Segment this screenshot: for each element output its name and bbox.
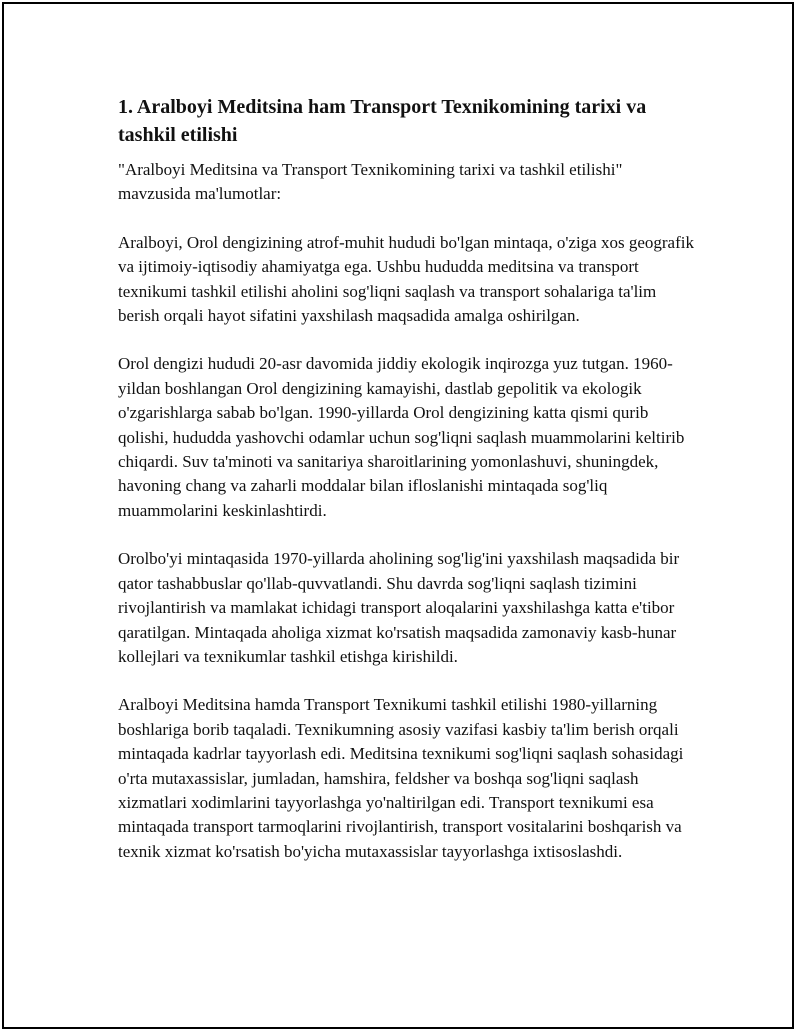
paragraph-ecological-crisis: Orol dengizi hududi 20-asr davomida jiddiy ekologik inqirozga yuz tutgan. 1960-yildan boshlangan Orol dengizining kamayishi, dastlab gepolitik va ekologik o'zgarishlarga sabab bo'lgan. 1990-yillarda Orol dengizining katta qismi qurib qolishi, hududda yashovchi odamlar uchun sog'liqni saqlash muammolarini keltirib chiqardi. Suv ta'minoti va sanitariya sharoitlarining yomonlashuvi, shuningdek, havoning chang va zaharli moddalar bilan ifloslanishi mintaqada sog'liq muammolarini keskinlashtirdi. [118,354,685,520]
intro-paragraph: "Aralboyi Meditsina va Transport Texnikomining tarixi va tashkil etilishi" mavzusida ma'lumotlar: [118,160,623,204]
paragraph-technikum-founding: Aralboyi Meditsina hamda Transport Texnikumi tashkil etilishi 1980-yillarning boshlariga borib taqaladi. Texnikumning asosiy vazifasi kasbiy ta'lim berish orqali mintaqada kadrlar tayyorlash edi. Meditsina texnikumi sog'liqni saqlash sohasidagi o'rta mutaxassislar, jumladan, hamshira, feldsher va boshqa sog'liqni saqlash xizmatlari xodimlarini tayyorlashga yo'naltirilgan edi. Transport texnikumi esa mintaqada transport tarmoqlarini rivojlantirish, transport vositalarini boshqarish va texnik xizmat ko'rsatish bo'yicha mutaxassislar tayyorlashga ixtisoslashdi. [118,695,684,861]
document-title: 1. Aralboyi Meditsina ham Transport Texnikomining tarixi va tashkil etilishi [118,96,647,146]
paragraph-aral-region: Aralboyi, Orol dengizining atrof-muhit hududi bo'lgan mintaqa, o'ziga xos geografik va ijtimoiy-iqtisodiy ahamiyatga ega. Ushbu hududda meditsina va transport texnikumi tashkil etilishi aholini sog'liqni saqlash va transport sohalariga ta'lim berish orqali hayot sifatini yaxshilash maqsadida amalga oshirilgan. [118,232,694,326]
paragraph-1970s-initiatives: Orolbo'yi mintaqasida 1970-yillarda aholining sog'lig'ini yaxshilash maqsadida bir qator tashabbuslar qo'llab-quvvatlandi. Shu davrda sog'liqni saqlash tizimini rivojlantirish va mamlakat ichidagi transport aloqalarini yaxshilashga katta e'tibor qaratilgan. Mintaqada aholiga xizmat ko'rsatish maqsadida zamonaviy kasb-hunar kollejlari va texnikumlar tashkil etishga kirishildi. [118,549,680,666]
document-body [118,93,698,888]
